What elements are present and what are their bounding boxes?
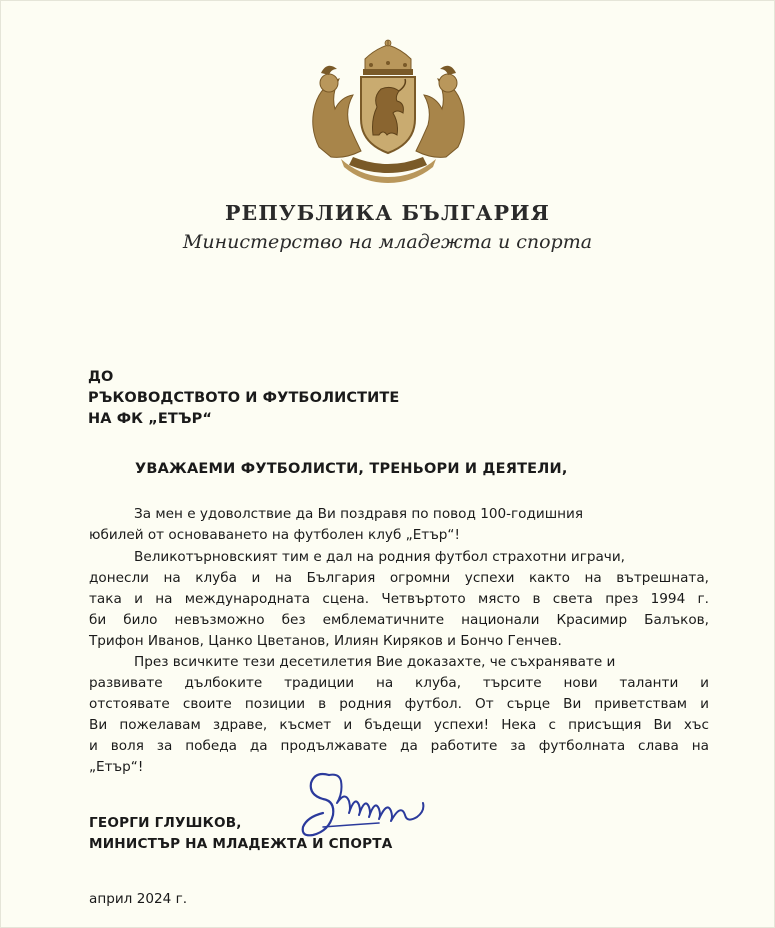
body-line: Великотърновският тим е дал на родния футбол страхотни играчи, (134, 549, 625, 565)
body-line: „Етър“! (89, 759, 144, 775)
body-line: През всичките тези десетилетия Вие доказахте, че съхранявате и (134, 654, 616, 670)
body-line: Ви пожелавам здраве, късмет и бъдещи успехи! Нека с присъщия Ви хъс (89, 717, 709, 733)
ministry-subtitle: Министерство на младежта и спорта (182, 231, 593, 253)
body-line: Трифон Иванов, Цанко Цветанов, Илиян Киряков и Бончо Генчев. (89, 633, 562, 649)
body-line: и воля за победа да продължавате да работите за футболната слава на (89, 738, 709, 754)
body-line: отстоявате своите позиции в родния футбол. От сърце Ви приветствам и (89, 696, 709, 712)
handwritten-signature (289, 765, 437, 847)
addressee-line-3: НА ФК „ЕТЪР“ (88, 411, 212, 427)
body-line: донесли на клуба и на България огромни успехи както на вътрешната, (89, 570, 709, 586)
signatory-title: МИНИСТЪР НА МЛАДЕЖТА И СПОРТА (89, 836, 393, 852)
country-title: РЕПУБЛИКА БЪЛГАРИЯ (224, 201, 551, 225)
letter-date: април 2024 г. (89, 891, 188, 907)
body-line: така и на международната сцена. Четвъртото място в света през 1994 г. (89, 591, 709, 607)
addressee-line-2: РЪКОВОДСТВОТО И ФУТБОЛИСТИТЕ (88, 390, 400, 406)
body-line: юбилей от основаването на футболен клуб „Етър“! (89, 527, 460, 543)
body-line: би било невъзможно без емблематичните национали Красимир Балъков, (89, 612, 709, 628)
signatory-name: ГЕОРГИ ГЛУШКОВ, (89, 815, 242, 831)
coat-of-arms-icon (301, 39, 476, 184)
body-line: За мен е удоволствие да Ви поздравя по повод 100-годишния (134, 506, 584, 522)
salutation: УВАЖАЕМИ ФУТБОЛИСТИ, ТРЕНЬОРИ И ДЕЯТЕЛИ, (135, 461, 568, 477)
addressee-line-1: ДО (88, 369, 114, 385)
body-line: развивате дълбоките традиции на клуба, търсите нови таланти и (89, 675, 709, 691)
